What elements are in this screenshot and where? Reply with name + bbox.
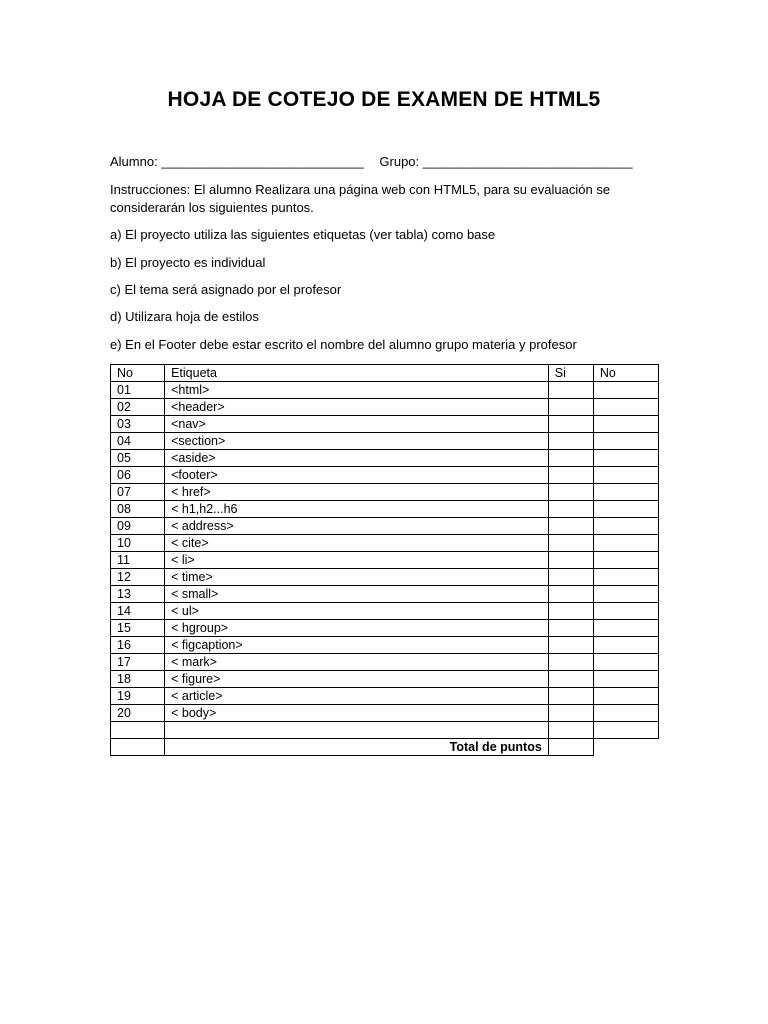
table-row — [111, 467, 659, 484]
total-value-cell[interactable] — [548, 739, 593, 756]
row-check-no[interactable] — [593, 654, 658, 671]
total-row-spacer — [593, 739, 658, 756]
row-tag: < time> — [165, 569, 549, 586]
row-number: 12 — [111, 569, 165, 586]
table-row — [111, 433, 659, 450]
row-check-no[interactable] — [593, 620, 658, 637]
student-label: Alumno: — [110, 154, 158, 169]
table-row — [111, 382, 659, 399]
row-number: 13 — [111, 586, 165, 603]
point-d: d) Utilizara hoja de estilos — [110, 309, 259, 324]
row-tag: <aside> — [165, 450, 549, 467]
row-check-si[interactable] — [548, 603, 593, 620]
row-check-no[interactable] — [593, 501, 658, 518]
checklist-table — [110, 364, 659, 756]
header-no-check: No — [593, 365, 658, 382]
table-row — [111, 603, 659, 620]
row-tag: < href> — [165, 484, 549, 501]
row-tag: < mark> — [165, 654, 549, 671]
row-check-si[interactable] — [548, 671, 593, 688]
row-check-no[interactable] — [593, 688, 658, 705]
table-row — [111, 705, 659, 722]
row-tag: < hgroup> — [165, 620, 549, 637]
row-number: 04 — [111, 433, 165, 450]
header-si: Si — [548, 365, 593, 382]
empty-cell — [165, 722, 549, 739]
point-b: b) El proyecto es individual — [110, 255, 266, 270]
row-number: 20 — [111, 705, 165, 722]
row-check-no[interactable] — [593, 518, 658, 535]
point-a: a) El proyecto utiliza las siguientes etiquetas (ver tabla) como base — [110, 227, 496, 242]
row-number: 07 — [111, 484, 165, 501]
row-tag: < cite> — [165, 535, 549, 552]
row-check-no[interactable] — [593, 416, 658, 433]
group-label: Grupo: — [379, 154, 420, 169]
row-number: 17 — [111, 654, 165, 671]
table-row — [111, 552, 659, 569]
row-check-no[interactable] — [593, 603, 658, 620]
table-row — [111, 654, 659, 671]
row-check-no[interactable] — [593, 552, 658, 569]
row-check-si[interactable] — [548, 382, 593, 399]
row-check-si[interactable] — [548, 518, 593, 535]
table-row — [111, 535, 659, 552]
total-row-blank-cell — [111, 739, 165, 756]
row-tag: < figcaption> — [165, 637, 549, 654]
header-no: No — [111, 365, 165, 382]
row-tag: <footer> — [165, 467, 549, 484]
row-check-si[interactable] — [548, 535, 593, 552]
row-check-si[interactable] — [548, 467, 593, 484]
empty-cell — [593, 722, 658, 739]
table-row — [111, 637, 659, 654]
row-check-no[interactable] — [593, 484, 658, 501]
row-number: 02 — [111, 399, 165, 416]
row-tag: < article> — [165, 688, 549, 705]
row-number: 18 — [111, 671, 165, 688]
row-check-si[interactable] — [548, 552, 593, 569]
table-row — [111, 518, 659, 535]
table-row — [111, 450, 659, 467]
group-blank: _____________________________ — [422, 154, 633, 169]
table-row — [111, 501, 659, 518]
row-tag: < h1,h2...h6 — [165, 501, 549, 518]
table-row — [111, 416, 659, 433]
row-tag: < li> — [165, 552, 549, 569]
row-check-no[interactable] — [593, 467, 658, 484]
row-number: 15 — [111, 620, 165, 637]
row-tag: < figure> — [165, 671, 549, 688]
row-check-si[interactable] — [548, 433, 593, 450]
page-title: HOJA DE COTEJO DE EXAMEN DE HTML5 — [167, 88, 601, 111]
row-check-si[interactable] — [548, 450, 593, 467]
row-number: 10 — [111, 535, 165, 552]
row-check-si[interactable] — [548, 637, 593, 654]
row-check-si[interactable] — [548, 569, 593, 586]
table-row — [111, 688, 659, 705]
empty-cell — [548, 722, 593, 739]
row-tag: <section> — [165, 433, 549, 450]
row-tag: <html> — [165, 382, 549, 399]
table-row — [111, 569, 659, 586]
point-e: e) En el Footer debe estar escrito el nombre del alumno grupo materia y profesor — [110, 337, 577, 352]
row-number: 11 — [111, 552, 165, 569]
row-check-si[interactable] — [548, 654, 593, 671]
row-check-no[interactable] — [593, 569, 658, 586]
instructions-paragraph: Instrucciones: El alumno Realizara una página web con HTML5, para su evaluación se considerarán los siguientes puntos. — [110, 182, 611, 215]
row-check-si[interactable] — [548, 705, 593, 722]
table-row — [111, 620, 659, 637]
total-row — [111, 739, 659, 756]
row-check-si[interactable] — [548, 416, 593, 433]
row-check-si[interactable] — [548, 501, 593, 518]
row-number: 01 — [111, 382, 165, 399]
row-check-no[interactable] — [593, 433, 658, 450]
header-etiqueta: Etiqueta — [165, 365, 549, 382]
row-number: 05 — [111, 450, 165, 467]
table-row — [111, 484, 659, 501]
student-info-line — [110, 153, 632, 171]
row-check-no[interactable] — [593, 705, 658, 722]
point-c: c) El tema será asignado por el profesor — [110, 282, 342, 297]
row-check-no[interactable] — [593, 535, 658, 552]
row-number: 14 — [111, 603, 165, 620]
row-check-no[interactable] — [593, 450, 658, 467]
table-row — [111, 671, 659, 688]
row-number: 19 — [111, 688, 165, 705]
row-tag: < small> — [165, 586, 549, 603]
row-check-si[interactable] — [548, 399, 593, 416]
row-check-si[interactable] — [548, 484, 593, 501]
row-number: 09 — [111, 518, 165, 535]
row-tag: < body> — [165, 705, 549, 722]
row-number: 06 — [111, 467, 165, 484]
row-check-no[interactable] — [593, 671, 658, 688]
table-row-empty — [111, 722, 659, 739]
student-name-blank: ____________________________ — [161, 154, 364, 169]
row-number: 16 — [111, 637, 165, 654]
row-number: 03 — [111, 416, 165, 433]
row-tag: < address> — [165, 518, 549, 535]
empty-cell — [111, 722, 165, 739]
row-tag: <nav> — [165, 416, 549, 433]
row-check-si[interactable] — [548, 586, 593, 603]
row-check-no[interactable] — [593, 586, 658, 603]
table-body — [111, 382, 659, 722]
table-row — [111, 399, 659, 416]
row-check-no[interactable] — [593, 637, 658, 654]
row-tag: <header> — [165, 399, 549, 416]
row-number: 08 — [111, 501, 165, 518]
row-check-si[interactable] — [548, 620, 593, 637]
total-label: Total de puntos — [165, 739, 549, 756]
row-check-no[interactable] — [593, 382, 658, 399]
table-header-row — [111, 365, 659, 382]
row-tag: < ul> — [165, 603, 549, 620]
row-check-no[interactable] — [593, 399, 658, 416]
table-row — [111, 586, 659, 603]
row-check-si[interactable] — [548, 688, 593, 705]
